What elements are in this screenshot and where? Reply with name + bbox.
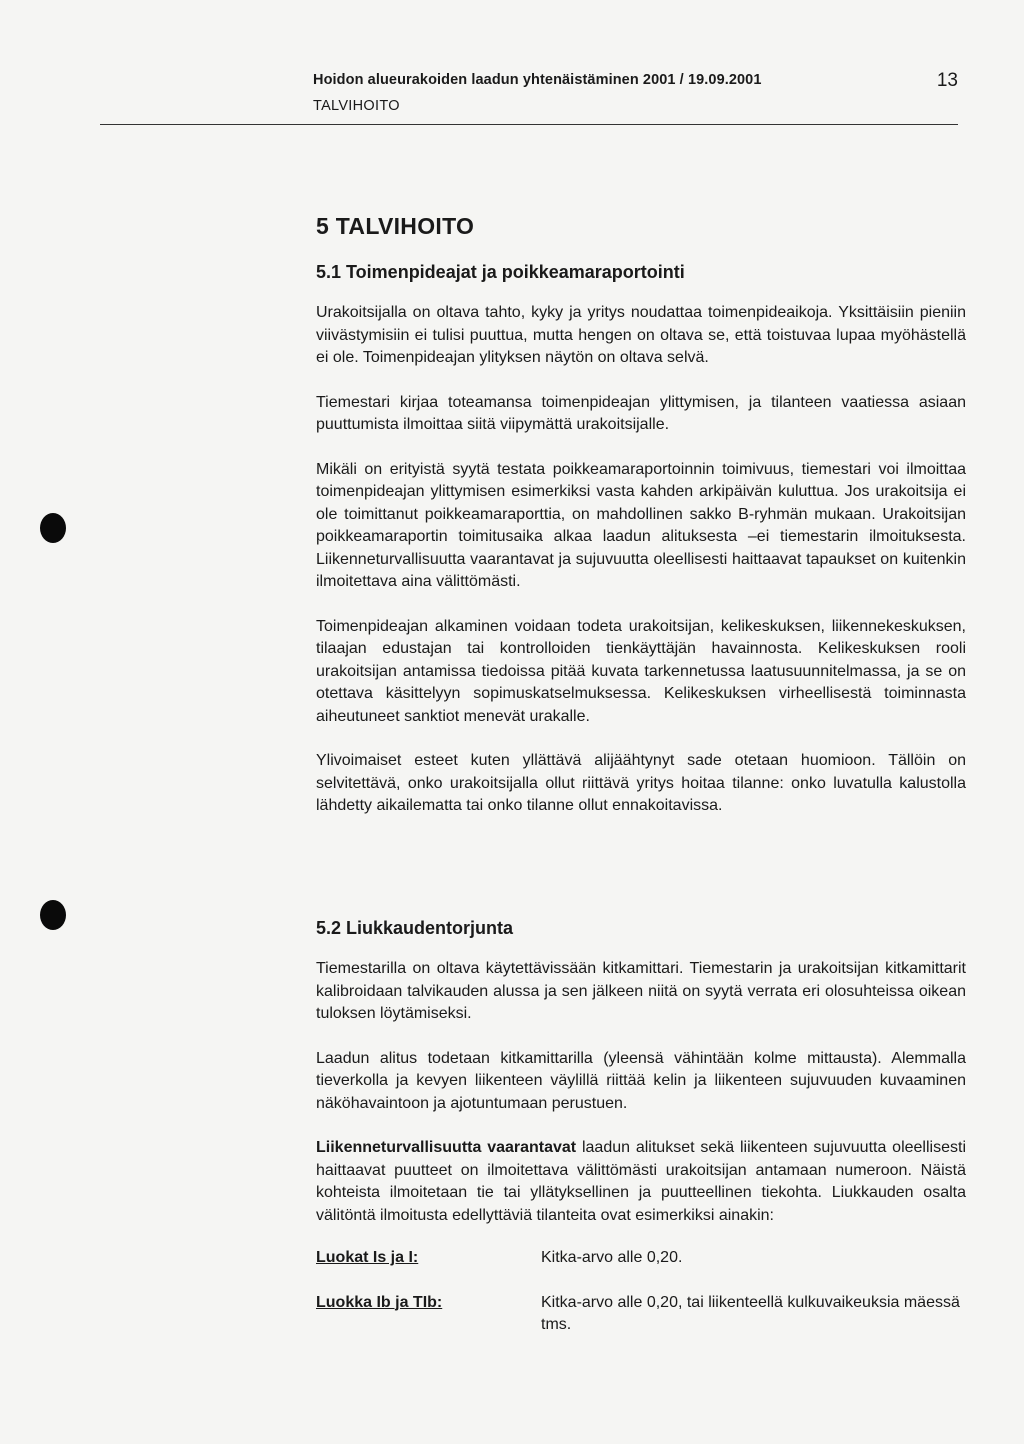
emphasis-rest: laadun alitukset sekä liikenteen sujuvuutta oleellisesti haittaavat puutteet on ilmoitettava välittömästi urakoitsijan antamaan numeroon. Näistä kohteista ilmoitetaan tie tai yllätyksellinen ja puutteellinen tiekohta. Liukkauden osalta välitöntä ilmoitusta edellyttäviä tilanteita ovat esimerkiksi ainakin: <box>316 1139 966 1224</box>
paragraph: Tiemestari kirjaa toteamansa toimenpideajan ylittymisen, ja tilanteen vaatiessa asiaan puuttumista ilmoittaa siitä viipymättä urakoitsijalle. <box>316 393 966 433</box>
emphasis-lead: Liikenneturvallisuutta vaarantavat <box>316 1139 577 1156</box>
punch-hole-upper <box>40 513 66 543</box>
section-heading-5-2: 5.2 Liukkaudentorjunta <box>316 918 514 938</box>
paragraph: Toimenpideajan alkaminen voidaan todeta urakoitsijan, kelikeskuksen, liikennekeskuksen, tilaajan edustajan tai kontrolloiden tienkäyttäjän havainnosta. Kelikeskuksen rooli urakoitsijan antamissa tiedoissa pitää kuvata tarkennetussa laatusuunnitelmassa, ja se on otettava käsittelyyn sopimuskatselmuksessa. Kelikeskuksen virheellisestä toiminnasta aiheutuneet sanktiot menevät urakalle. <box>316 617 966 725</box>
page-number: 13 <box>936 70 958 91</box>
paragraph: Mikäli on erityistä syytä testata poikkeamaraportoinnin toimivuus, tiemestari voi ilmoittaa toimenpideajan ylittymisen esimerkiksi vasta kahden arkipäivän kuluttua. Jos urakoitsija ei ole toimittanut poikkeamaraporttia, on mahdollinen sakko B-ryhmän mukaan. Urakoitsijan poikkeamaraportin toimitusaika alkaa laadun alituksesta –ei tiemestarin ilmoituksesta. Liikenneturvallisuutta vaarantavat ja sujuvuutta oleellisesti haittaavat tapaukset on kuitenkin ilmoitettava aina välittömästi. <box>316 460 966 590</box>
header-title: Hoidon alueurakoiden laadun yhtenäistäminen 2001 / 19.09.2001 <box>313 72 762 88</box>
paragraph: Ylivoimaiset esteet kuten yllättävä alijäähtynyt sade otetaan huomioon. Tällöin on selvitettävä, onko urakoitsijalla ollut riittävä yritys hoitaa tilanne: onko luvatulla kalustolla lähdetty aikailematta tai onko tilanne ollut ennakoitavissa. <box>316 752 966 814</box>
paragraph: Tiemestarilla on oltava käytettävissään kitkamittari. Tiemestarin ja urakoitsijan kitkamittarit kalibroidaan talvikauden alussa ja sen jälkeen niitä on syytä verrata eri olosuhteissa oikean tuloksen löytämiseksi. <box>316 960 966 1022</box>
definition-row <box>316 1247 966 1270</box>
section-5-2 <box>316 918 966 1337</box>
definition-term: Luokat Is ja I: <box>316 1249 419 1266</box>
header-subtitle: TALVIHOITO <box>313 98 400 114</box>
main-content <box>316 213 966 818</box>
definition-description: Kitka-arvo alle 0,20, tai liikenteellä kulkuvaikeuksia mäessä tms. <box>541 1293 960 1333</box>
paragraph: Urakoitsijalla on oltava tahto, kyky ja yritys noudattaa toimenpideaikoja. Yksittäisiin pieniin viivästymisiin ei tulisi puuttua, mutta hengen on oltava se, että toistuvaa lupaa myöhästellä ei ole. Toimenpideajan ylityksen näytön on oltava selvä. <box>316 304 966 366</box>
punch-hole-lower <box>40 900 66 930</box>
paragraph: Laadun alitus todetaan kitkamittarilla (yleensä vähintään kolme mittausta). Alemmalla tieverkolla ja kevyen liikenteen väylillä riittää kelin ja liikenteen sujuvuuden kuvaaminen näköhavaintoon ja ajotuntumaan perustuen. <box>316 1049 966 1112</box>
page-header <box>313 72 958 114</box>
section-heading-5-1: 5.1 Toimenpideajat ja poikkeamaraportointi <box>316 262 685 282</box>
definition-row <box>316 1292 966 1337</box>
definition-description: Kitka-arvo alle 0,20. <box>541 1249 683 1266</box>
chapter-heading: 5 TALVIHOITO <box>316 213 475 239</box>
header-rule <box>100 124 958 125</box>
definition-term: Luokka Ib ja TIb: <box>316 1293 443 1311</box>
emphasis-paragraph <box>316 1137 966 1227</box>
